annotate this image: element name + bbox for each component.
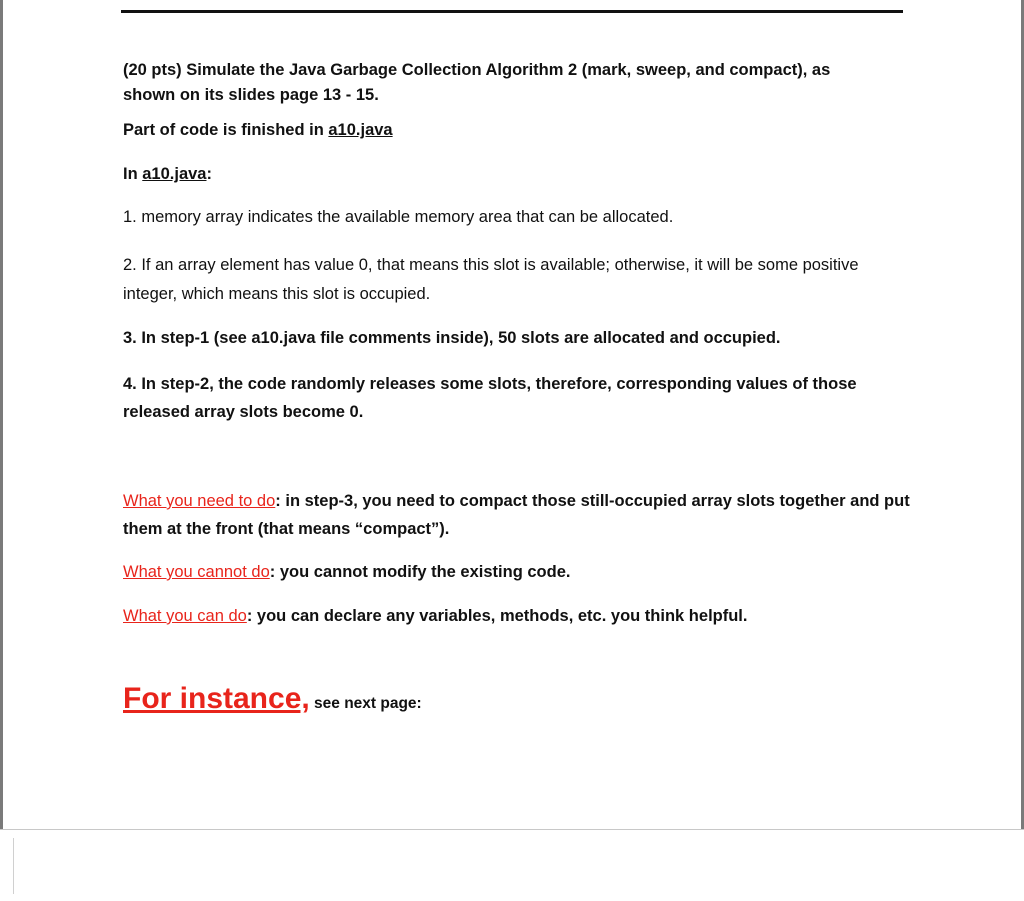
page-bottom-edge	[0, 829, 1024, 830]
list-item-3: 3. In step-1 (see a10.java file comments inside), 50 slots are allocated and occupied.	[123, 329, 781, 347]
for-instance-line	[123, 682, 913, 721]
can-do-paragraph	[123, 604, 913, 629]
for-instance-text: see next page:	[309, 695, 422, 712]
list-item-1: 1. memory array indicates the available memory area that can be allocated.	[123, 208, 674, 226]
need-to-do-paragraph	[123, 487, 913, 543]
for-instance-label: For instance,	[123, 682, 310, 715]
cannot-do-label: What you cannot do	[123, 563, 270, 581]
cannot-do-text: : you cannot modify the existing code.	[269, 563, 571, 581]
in-suffix: :	[206, 165, 212, 183]
in-file-heading	[123, 162, 913, 187]
need-to-do-label: What you need to do	[123, 492, 276, 510]
list-item-4: 4. In step-2, the code randomly releases some slots, therefore, corresponding values of those released array slots become 0.	[123, 375, 857, 421]
title-line-1: (20 pts) Simulate the Java Garbage Collection Algorithm 2 (mark, sweep, and compact), as	[123, 61, 831, 79]
assignment-title	[123, 58, 913, 108]
part-prefix: Part of code is finished in	[123, 121, 329, 139]
list-item-2: 2. If an array element has value 0, that means this slot is available; otherwise, it will be some positive integer, which means this slot is occupied.	[123, 256, 859, 303]
page-left-border	[0, 0, 3, 830]
next-page-edge	[13, 838, 14, 894]
can-do-label: What you can do	[123, 607, 247, 625]
title-line-2: shown on its slides page 13 - 15.	[123, 86, 379, 104]
in-prefix: In	[123, 165, 143, 183]
top-rule	[121, 10, 903, 13]
document-content	[123, 58, 913, 721]
part-of-code-line	[123, 118, 913, 143]
need-to-do-text: : in step-3, you need to compact those still-occupied array slots together and put them at the front (that means “compact”).	[123, 492, 910, 538]
part-file-link[interactable]: a10.java	[328, 121, 393, 139]
in-file-link[interactable]: a10.java	[142, 165, 207, 183]
can-do-text: : you can declare any variables, methods, etc. you think helpful.	[246, 607, 748, 625]
cannot-do-paragraph	[123, 560, 913, 585]
